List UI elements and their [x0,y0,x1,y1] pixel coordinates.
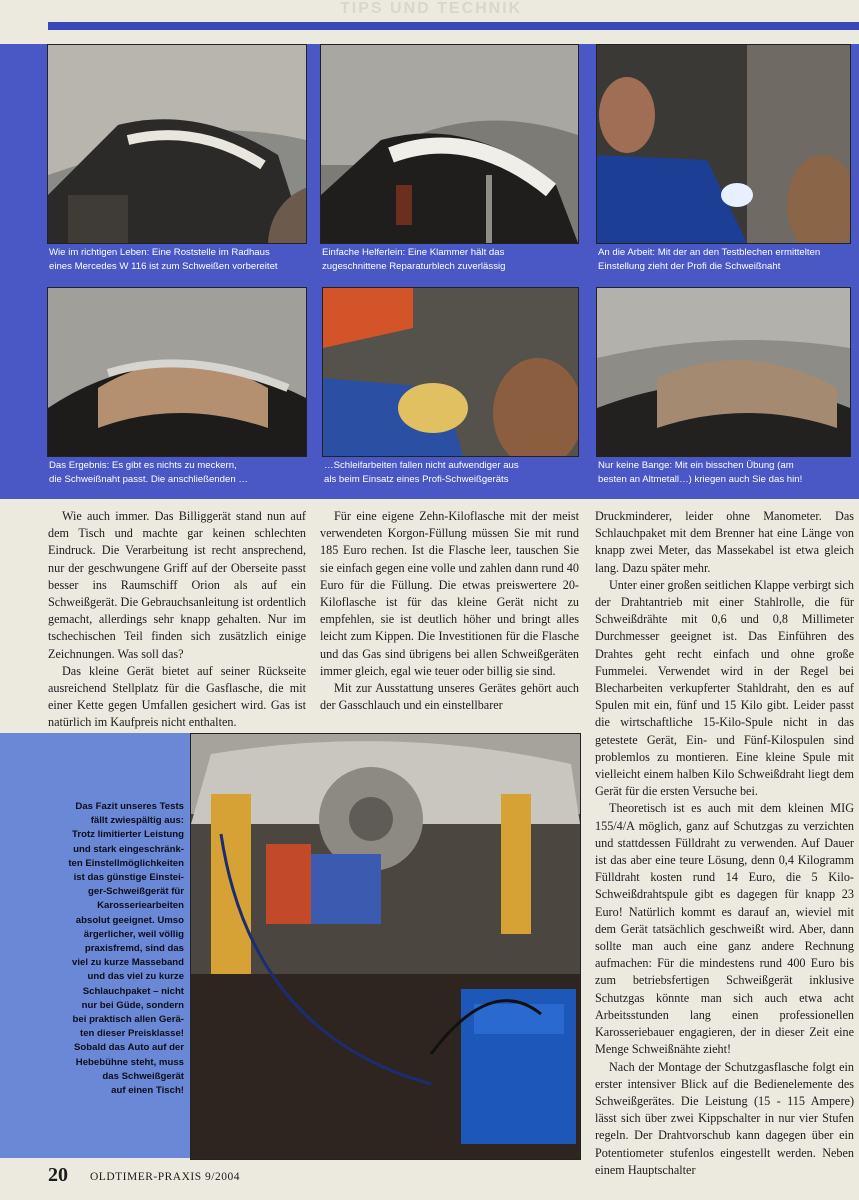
paragraph: Für eine eigene Zehn-Kiloflasche mit der meist verwendeten Korgon-Füllung müssen Sie mit rund 185 Euro rechen. Ist die Flasche leer, tauschen Sie sie einfach gegen eine volle und zahlen dann rund 40 Euro für die Füllung. Die etwas preiswertere 20-Kiloflasche ist für das kleine Gerät nicht zu empfehlen, sie ist deutlich höher und bringt alles leicht zum Kippen. Die Investitionen für die Flasche und das Gas sind übrigens bei allen Schweißgeräten immer gleich, egal wie teuer oder billig sie sind. [320,509,579,678]
text-column-2 [320,508,579,714]
paragraph: Wie auch immer. Das Billiggerät stand nun auf dem Tisch und machte gar keinen schlechten Eindruck. Die Verarbeitung ist recht ansprechend, nur der geschwungene Griff auf der Oberseite passt besser ins Raumschiff Orion als auf ein Schweißgerät. Die Gebrauchsanleitung ist ordentlich gemacht, allerdings sehr knapp gehalten. Nur im tschechischen Teil finden sich zusätzlich einige Zeichnungen. Was soll das? [48,509,306,661]
photo-wheel-arch-rust [47,44,307,244]
paragraph: Nach der Montage der Schutzgasflasche folgt ein erster intensiver Blick auf die Bedienelemente des Schweißgerätes. Die Leistung (15 - 115 Ampere) lässt sich über zwei Kippschalter in nur vier Stufen regeln. Der Drahtvorschub kann dagegen über ein Potentiometer stufenlos eingestellt werden. Neben einem Hauptschalter [595,1059,854,1177]
paragraph: Unter einer großen seitlichen Klappe verbirgt sich der Drahtantrieb mit einer Stahlrolle, die für Schweißdrähte mit 0,6 und 0,8 Millimeter Durchmesser geeignet ist. Das Einführen des Drahtes geht recht einfach und ohne große Fummelei. Verwendet wird in der Regel bei Blecharbeiten verkupferter Stahldraht, den es auf Spulen mit ein, fünf und 15 Kilo gibt. Leider passt die wirtschaftliche 15-Kilo-Spule nicht in das getestete Gerät, Ein- und Fünf-Kilospulen sind problemlos zu montieren. Eine kleine Spule mit vielleicht einem halben Kilo Schweißdraht liegt dem Gerät für die ersten Versuche bei. [595,577,854,799]
photo-caption: An die Arbeit: Mit der an den Testblechen ermittelten Einstellung zieht der Profi die Schweißnaht [598,247,821,272]
header-ghost-title: TIPS UND TECHNIK [340,0,523,17]
paragraph: Mit zur Ausstattung unseres Gerätes gehört auch der Gasschlauch und ein einstellbarer [320,681,579,713]
photo-weld-result [47,287,307,457]
text-column-1 [48,508,306,732]
photo-caption: Einfache Helferlein: Eine Klammer hält das zugeschnittene Reparaturblech zuverlässig [322,247,506,272]
paragraph: Druckminderer, leider ohne Manometer. Das Schlauchpaket mit dem Brenner hat eine Länge von knapp zwei Meter, das Massekabel ist etwa gleich lang. Dazu später mehr. [595,509,854,575]
photo-welder-at-work [596,44,851,244]
photo-caption: Nur keine Bange: Mit ein bisschen Übung (am besten an Altmetall…) kriegen auch Sie das hin! [598,460,803,485]
text-column-3 [595,508,854,1179]
photo-grinding [322,287,579,457]
top-accent-bar [48,22,859,30]
photo-workshop-lift [190,733,581,1160]
magazine-issue: OLDTIMER-PRAXIS 9/2004 [90,1171,240,1183]
paragraph: Theoretisch ist es auch mit dem kleinen MIG 155/4/A möglich, ganz auf Schutzgas zu verzichten und stattdessen Fülldraht zu verwenden. Auf Dauer ist das aber eine teure Lösung, denn 0,4 Kilogramm Fülldraht kosten rund 14 Euro, die 5 Kilo-Schweißdrahtspule gibt es dagegen für knapp 23 Euro! Natürlich kommt es darauf an, wieviel mit dem Gerät tatsächlich geschweißt wird. Aber, dann sollte man auch eine ganz andere Rechnung aufmachen: Für die mindestens rund 400 Euro bis zum betriebsfertigen Schweißgerät inklusive Schutzgas könnte man sich auch etwa acht Arbeitsstunden lang einen professionellen Karosseriebauer engagieren, der in dieser Zeit eine Menge Schweißnähte zieht! [595,801,854,1057]
photo-caption: …Schleifarbeiten fallen nicht aufwendiger aus als beim Einsatz eines Profi-Schweißgeräts [324,460,519,485]
photo-caption: Das Ergebnis: Es gibt es nichts zu meckern, die Schweißnaht passt. Die anschließenden … [49,460,248,485]
photo-caption: Wie im richtigen Leben: Eine Roststelle im Radhaus eines Mercedes W 116 ist zum Schweißen vorbereitet [49,247,278,272]
page-number: 20 [48,1164,68,1186]
paragraph: Das kleine Gerät bietet auf seiner Rückseite ausreichend Stellplatz für die Gasflasche, die mit einer Kette gegen Umfallen gesichert wird. Gas ist natürlich im Kaufpreis nicht enthalten. [48,663,306,730]
fazit-box: Das Fazit unseres Tests fällt zwiespältig aus: Trotz limitierter Leistung und stark eingeschränk- ten Einstellmöglichkeiten ist das günstige Einstei- ger-Schweißgerät für Karosseriearbeiten absolut geeignet. Umso ärgerlicher, weil völlig praxisfremd, sind das viel zu kurze Masseband und das viel zu kurze Schlauchpaket – nicht nur bei Güde, sondern bei praktisch allen Gerä- ten dieser Preisklasse! Sobald das Auto auf der Hebebühne steht, muss das Schweißgerät auf einen Tisch! [68,801,184,1097]
photo-finished-weld [596,287,851,457]
photo-clamp-patch [320,44,579,244]
